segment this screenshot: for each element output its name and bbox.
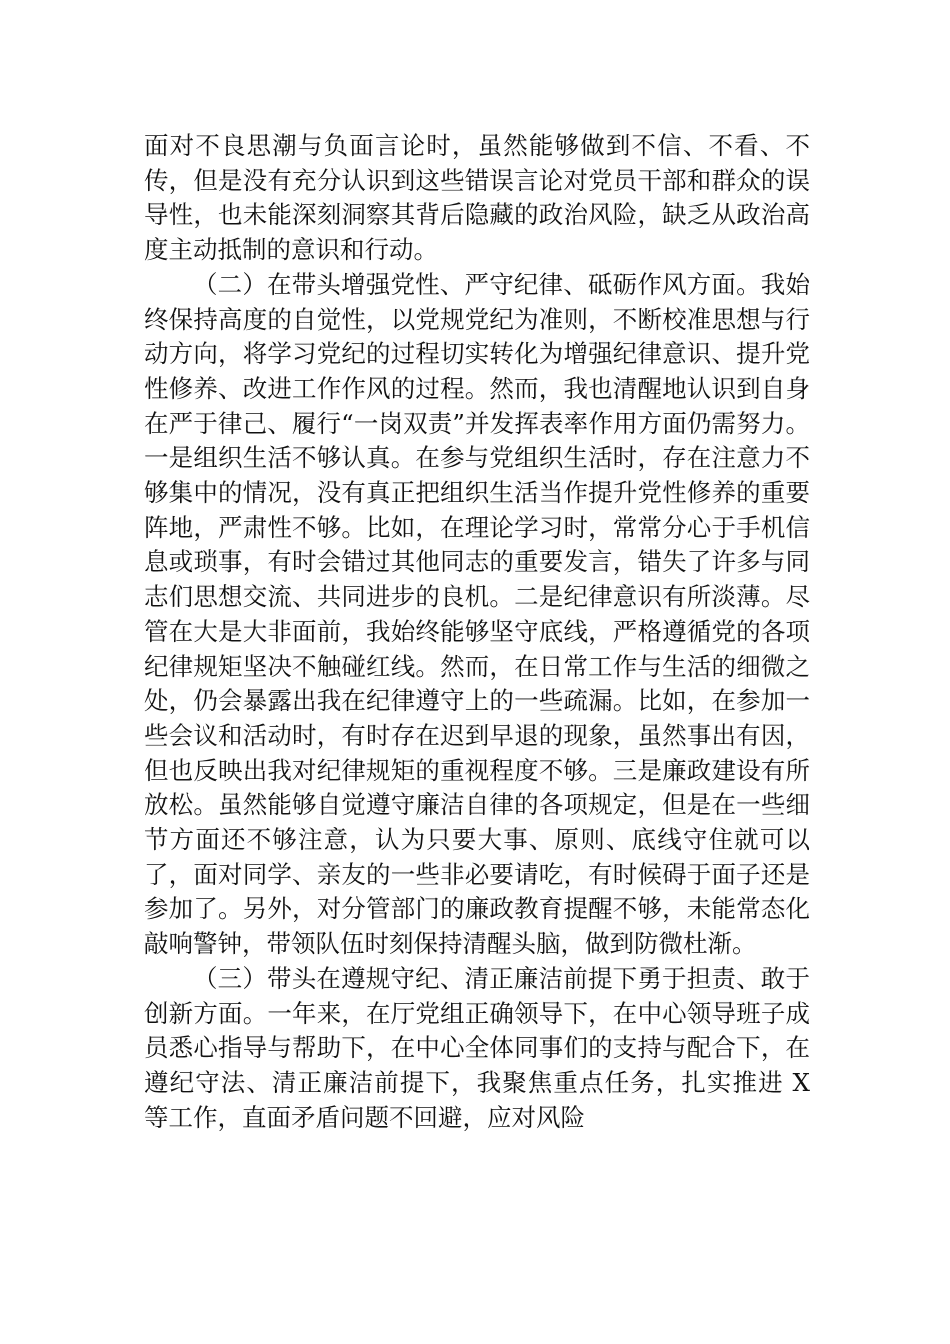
- paragraph-2-party-discipline: （二）在带头增强党性、严守纪律、砥砺作风方面。我始终保持高度的自觉性，以党规党纪为准则，不断校准思想与行动方向，将学习党纪的过程切实转化为增强纪律意识、提升党性修养、改进工作作风的过程。然而，我也清醒地认识到自身在严于律己、履行“一岗双责”并发挥表率作用方面仍需努力。一是组织生活不够认真。在参与党组织生活时，存在注意力不够集中的情况，没有真正把组织生活当作提升党性修养的重要阵地，严肃性不够。比如，在理论学习时，常常分心于手机信息或琐事，有时会错过其他同志的重要发言，错失了许多与同志们思想交流、共同进步的良机。二是纪律意识有所淡薄。尽管在大是大非面前，我始终能够坚守底线，严格遵循党的各项纪律规矩坚决不触碰红线。然而，在日常工作与生活的细微之处，仍会暴露出我在纪律遵守上的一些疏漏。比如，在参加一些会议和活动时，有时存在迟到早退的现象，虽然事出有因，但也反映出我对纪律规矩的重视程度不够。三是廉政建设有所放松。虽然能够自觉遵守廉洁自律的各项规定，但是在一些细节方面还不够注意，认为只要大事、原则、底线守住就可以了，面对同学、亲友的一些非必要请吃，有时候碍于面子还是参加了。另外，对分管部门的廉政教育提醒不够，未能常态化敲响警钟，带领队伍时刻保持清醒头脑，做到防微杜渐。: [144, 269, 810, 959]
- paragraph-3-responsibility-innovation: （三）带头在遵规守纪、清正廉洁前提下勇于担责、敢于创新方面。一年来，在厅党组正确领导下，在中心领导班子成员悉心指导与帮助下，在中心全体同事们的支持与配合下，在遵纪守法、清正廉洁前提下，我聚焦重点任务，扎实推进 X 等工作，直面矛盾问题不回避，应对风险: [144, 963, 810, 1132]
- paragraph-1-continuation: 面对不良思潮与负面言论时，虽然能够做到不信、不看、不传，但是没有充分认识到这些错误言论对党员干部和群众的误导性，也未能深刻洞察其背后隐藏的政治风险，缺乏从政治高度主动抵制的意识和行动。: [144, 131, 810, 265]
- document-body: [144, 129, 810, 1135]
